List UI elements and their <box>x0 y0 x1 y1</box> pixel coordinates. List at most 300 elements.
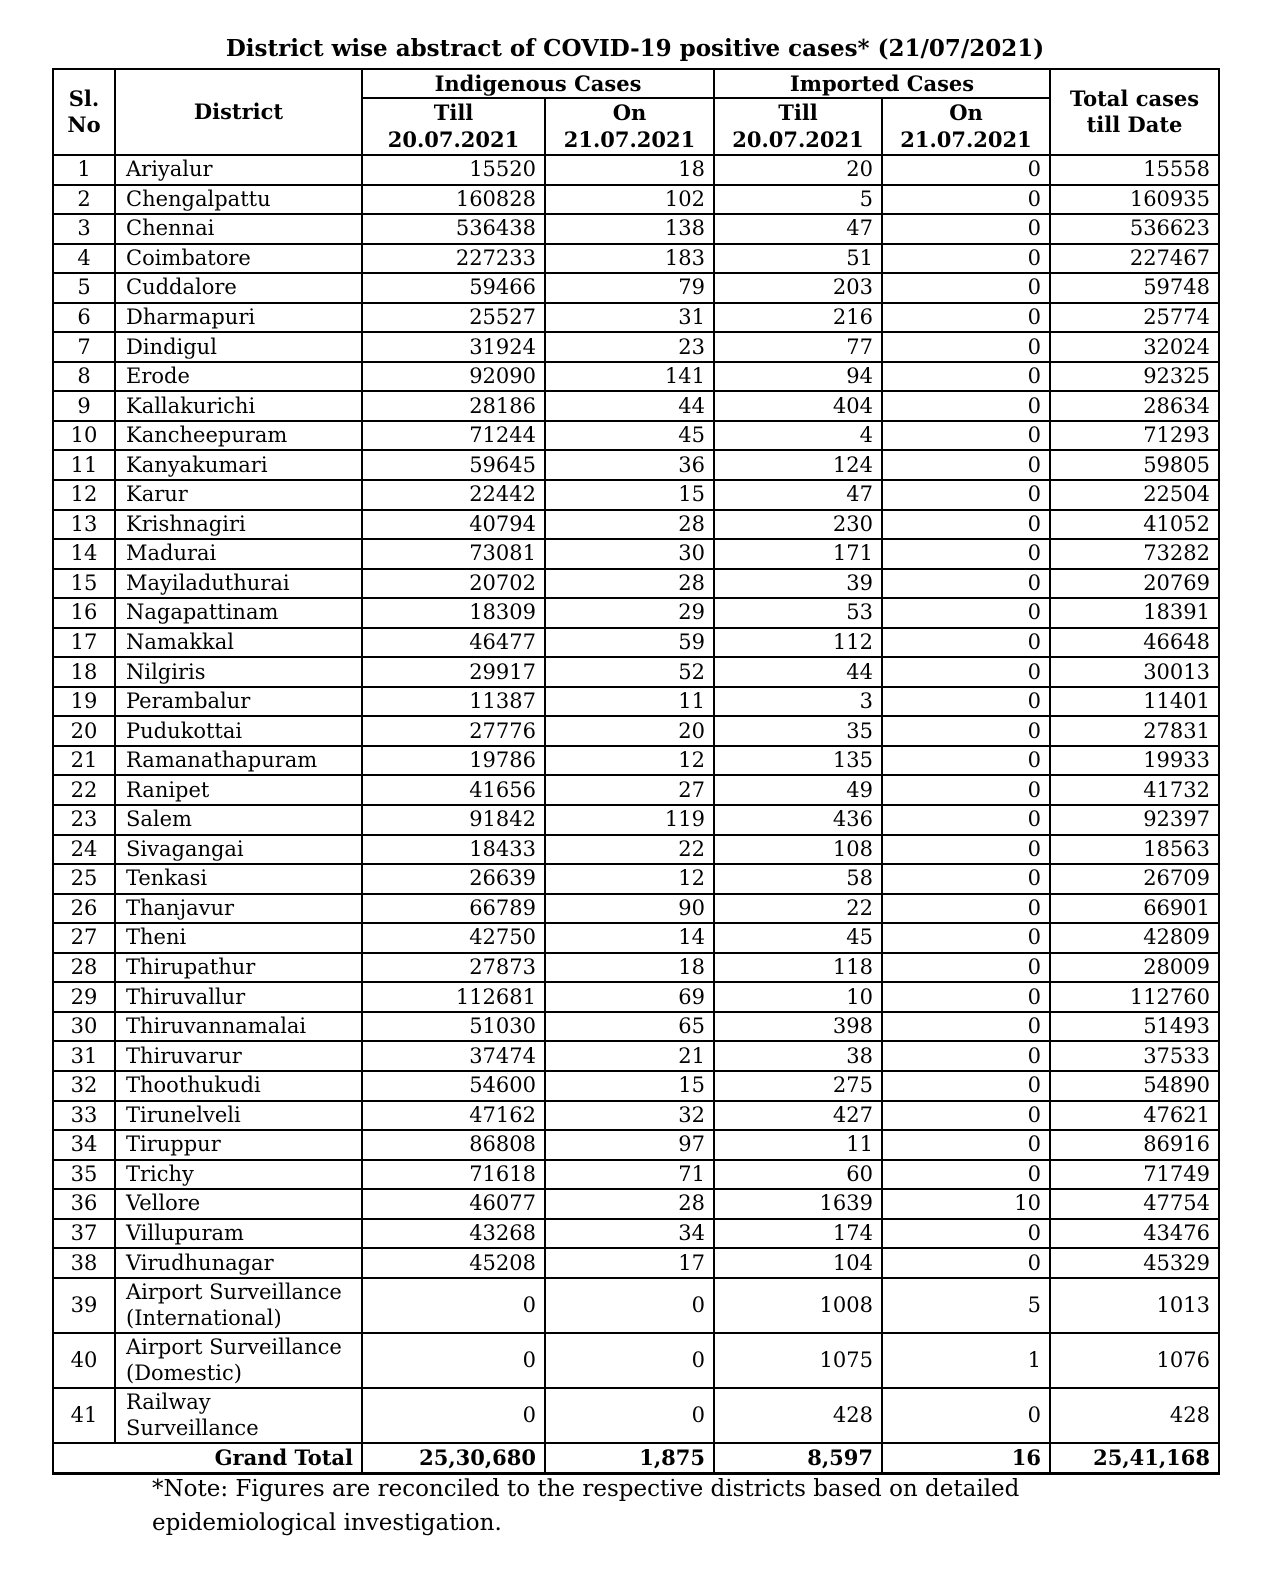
indigenous-till-cell: 51030 <box>362 1012 545 1042</box>
indigenous-till-label: Till <box>362 98 545 126</box>
sl-cell: 11 <box>53 450 115 480</box>
imported-till-cell: 203 <box>714 273 882 303</box>
table-row <box>53 953 1219 983</box>
indigenous-till-cell: 46077 <box>362 1189 545 1219</box>
total-cell: 71749 <box>1050 1160 1219 1190</box>
table-row <box>53 1160 1219 1190</box>
imported-till-cell: 10 <box>714 982 882 1012</box>
total-cell: 45329 <box>1050 1248 1219 1278</box>
total-cell: 22504 <box>1050 480 1219 510</box>
sl-cell: 18 <box>53 657 115 687</box>
total-cell: 51493 <box>1050 1012 1219 1042</box>
imported-till-label: Till <box>714 98 882 126</box>
indigenous-till-cell: 536438 <box>362 214 545 244</box>
table-row <box>53 362 1219 392</box>
total-cell: 71293 <box>1050 421 1219 451</box>
sl-cell: 22 <box>53 775 115 805</box>
indigenous-till-cell: 11387 <box>362 687 545 717</box>
indigenous-cases-header: Indigenous Cases <box>362 69 714 98</box>
indigenous-till-cell: 54600 <box>362 1071 545 1101</box>
district-cell: Cuddalore <box>115 273 362 303</box>
district-cell: Trichy <box>115 1160 362 1190</box>
table-row <box>53 450 1219 480</box>
total-cell: 47621 <box>1050 1101 1219 1131</box>
indigenous-on-cell: 59 <box>545 628 714 658</box>
indigenous-on-cell: 102 <box>545 185 714 215</box>
total-cell: 73282 <box>1050 539 1219 569</box>
imported-on-cell: 0 <box>882 185 1050 215</box>
imported-till-cell: 124 <box>714 450 882 480</box>
district-cell: Pudukottai <box>115 716 362 746</box>
indigenous-till-cell: 43268 <box>362 1219 545 1249</box>
sl-cell: 1 <box>53 155 115 185</box>
table-row <box>53 1071 1219 1101</box>
indigenous-till-cell: 41656 <box>362 775 545 805</box>
total-cell: 160935 <box>1050 185 1219 215</box>
table-row <box>53 1101 1219 1131</box>
table-row <box>53 657 1219 687</box>
indigenous-till-cell: 15520 <box>362 155 545 185</box>
imported-on-cell: 0 <box>882 332 1050 362</box>
imported-till-cell: 77 <box>714 332 882 362</box>
imported-on-cell: 0 <box>882 1012 1050 1042</box>
total-cases-header: Total cases till Date <box>1050 69 1219 155</box>
imported-on-cell: 0 <box>882 982 1050 1012</box>
sl-cell: 7 <box>53 332 115 362</box>
indigenous-on-date: 21.07.2021 <box>545 126 714 155</box>
indigenous-till-cell: 27873 <box>362 953 545 983</box>
indigenous-on-cell: 0 <box>545 1278 714 1333</box>
imported-on-cell: 0 <box>882 1101 1050 1131</box>
district-cell: Karur <box>115 480 362 510</box>
imported-till-cell: 1008 <box>714 1278 882 1333</box>
indigenous-on-cell: 0 <box>545 1388 714 1443</box>
indigenous-till-cell: 25527 <box>362 303 545 333</box>
indigenous-till-cell: 71618 <box>362 1160 545 1190</box>
table-row <box>53 1388 1219 1443</box>
sl-cell: 15 <box>53 569 115 599</box>
district-cell: Kallakurichi <box>115 391 362 421</box>
indigenous-on-cell: 29 <box>545 598 714 628</box>
imported-on-cell: 0 <box>882 716 1050 746</box>
district-cell: Coimbatore <box>115 244 362 274</box>
imported-till-cell: 3 <box>714 687 882 717</box>
sl-cell: 20 <box>53 716 115 746</box>
indigenous-till-cell: 73081 <box>362 539 545 569</box>
table-row <box>53 303 1219 333</box>
indigenous-till-cell: 66789 <box>362 894 545 924</box>
grand-total-imported-till: 8,597 <box>714 1443 882 1474</box>
sl-no-header: Sl. No <box>53 69 115 155</box>
sl-cell: 30 <box>53 1012 115 1042</box>
district-cell: Krishnagiri <box>115 510 362 540</box>
table-row <box>53 1130 1219 1160</box>
district-name-line: Railway <box>126 1390 211 1415</box>
total-cell: 11401 <box>1050 687 1219 717</box>
indigenous-on-cell: 183 <box>545 244 714 274</box>
indigenous-on-cell: 31 <box>545 303 714 333</box>
district-cell: Sivagangai <box>115 835 362 865</box>
total-cell: 18563 <box>1050 835 1219 865</box>
district-cell <box>115 1278 362 1333</box>
table-row <box>53 1248 1219 1278</box>
table-row <box>53 185 1219 215</box>
indigenous-till-cell: 28186 <box>362 391 545 421</box>
imported-on-cell: 0 <box>882 923 1050 953</box>
imported-on-cell: 0 <box>882 1130 1050 1160</box>
total-cell: 28009 <box>1050 953 1219 983</box>
sl-cell: 3 <box>53 214 115 244</box>
indigenous-on-cell: 22 <box>545 835 714 865</box>
imported-on-cell: 0 <box>882 391 1050 421</box>
sl-cell: 35 <box>53 1160 115 1190</box>
total-cell: 1013 <box>1050 1278 1219 1333</box>
imported-till-cell: 47 <box>714 480 882 510</box>
sl-cell: 6 <box>53 303 115 333</box>
sl-cell: 31 <box>53 1041 115 1071</box>
indigenous-on-cell: 32 <box>545 1101 714 1131</box>
imported-till-cell: 49 <box>714 775 882 805</box>
imported-on-cell: 0 <box>882 805 1050 835</box>
indigenous-till-cell: 20702 <box>362 569 545 599</box>
sl-cell: 17 <box>53 628 115 658</box>
sl-cell: 9 <box>53 391 115 421</box>
imported-on-cell: 0 <box>882 155 1050 185</box>
indigenous-till-date: 20.07.2021 <box>362 126 545 155</box>
indigenous-till-cell: 0 <box>362 1333 545 1388</box>
district-name-line: (Domestic) <box>126 1361 242 1386</box>
district-cell: Nilgiris <box>115 657 362 687</box>
footnote: *Note: Figures are reconciled to the respective districts based on detailed epidemiological investigation. <box>152 1476 1020 1536</box>
indigenous-on-cell: 15 <box>545 1071 714 1101</box>
imported-till-cell: 1639 <box>714 1189 882 1219</box>
total-cell: 32024 <box>1050 332 1219 362</box>
imported-on-cell: 0 <box>882 657 1050 687</box>
district-cell: Thiruvallur <box>115 982 362 1012</box>
district-cell: Thiruvarur <box>115 1041 362 1071</box>
imported-on-cell: 0 <box>882 1219 1050 1249</box>
imported-till-cell: 11 <box>714 1130 882 1160</box>
district-name-line: Airport Surveillance <box>126 1335 342 1360</box>
district-cell: Ramanathapuram <box>115 746 362 776</box>
imported-till-cell: 38 <box>714 1041 882 1071</box>
indigenous-on-cell: 119 <box>545 805 714 835</box>
indigenous-till-cell: 92090 <box>362 362 545 392</box>
total-cell: 19933 <box>1050 746 1219 776</box>
imported-till-cell: 22 <box>714 894 882 924</box>
district-cell: Perambalur <box>115 687 362 717</box>
grand-total-cases: 25,41,168 <box>1050 1443 1219 1474</box>
indigenous-on-cell: 23 <box>545 332 714 362</box>
imported-till-cell: 171 <box>714 539 882 569</box>
indigenous-till-cell: 0 <box>362 1278 545 1333</box>
district-cell: Chengalpattu <box>115 185 362 215</box>
indigenous-on-cell: 69 <box>545 982 714 1012</box>
table-row <box>53 716 1219 746</box>
imported-till-cell: 104 <box>714 1248 882 1278</box>
imported-on-cell: 0 <box>882 746 1050 776</box>
indigenous-till-cell: 86808 <box>362 1130 545 1160</box>
imported-till-cell: 44 <box>714 657 882 687</box>
district-cell: Tiruppur <box>115 1130 362 1160</box>
imported-till-cell: 51 <box>714 244 882 274</box>
table-row <box>53 628 1219 658</box>
imported-till-cell: 427 <box>714 1101 882 1131</box>
imported-till-cell: 45 <box>714 923 882 953</box>
district-cell: Thanjavur <box>115 894 362 924</box>
indigenous-on-cell: 141 <box>545 362 714 392</box>
indigenous-on-cell: 18 <box>545 953 714 983</box>
indigenous-on-cell: 12 <box>545 746 714 776</box>
indigenous-till-cell: 19786 <box>362 746 545 776</box>
district-cell: Virudhunagar <box>115 1248 362 1278</box>
imported-on-cell: 0 <box>882 628 1050 658</box>
imported-on-cell: 0 <box>882 244 1050 274</box>
district-cell: Thirupathur <box>115 953 362 983</box>
total-cell: 1076 <box>1050 1333 1219 1388</box>
grand-total-imported-on: 16 <box>882 1443 1050 1474</box>
indigenous-till-cell: 160828 <box>362 185 545 215</box>
imported-till-cell: 20 <box>714 155 882 185</box>
sl-cell: 10 <box>53 421 115 451</box>
table-row <box>53 1041 1219 1071</box>
imported-till-cell: 230 <box>714 510 882 540</box>
imported-on-date: 21.07.2021 <box>882 126 1050 155</box>
total-cell: 227467 <box>1050 244 1219 274</box>
indigenous-till-cell: 18433 <box>362 835 545 865</box>
sl-cell: 33 <box>53 1101 115 1131</box>
indigenous-till-cell: 227233 <box>362 244 545 274</box>
imported-on-cell: 0 <box>882 894 1050 924</box>
table-row <box>53 775 1219 805</box>
indigenous-on-cell: 52 <box>545 657 714 687</box>
district-cell: Tirunelveli <box>115 1101 362 1131</box>
district-cell: Vellore <box>115 1189 362 1219</box>
table-row <box>53 480 1219 510</box>
sl-cell: 26 <box>53 894 115 924</box>
sl-cell: 4 <box>53 244 115 274</box>
district-cell: Dharmapuri <box>115 303 362 333</box>
indigenous-till-cell: 29917 <box>362 657 545 687</box>
district-cell: Erode <box>115 362 362 392</box>
indigenous-on-cell: 12 <box>545 864 714 894</box>
indigenous-on-cell: 15 <box>545 480 714 510</box>
table-row <box>53 332 1219 362</box>
table-row <box>53 421 1219 451</box>
district-cell: Kanyakumari <box>115 450 362 480</box>
sl-cell: 41 <box>53 1388 115 1443</box>
imported-on-cell: 10 <box>882 1189 1050 1219</box>
district-cell <box>115 1388 362 1443</box>
imported-till-cell: 118 <box>714 953 882 983</box>
table-row <box>53 273 1219 303</box>
district-cell: Kancheepuram <box>115 421 362 451</box>
imported-on-cell: 0 <box>882 510 1050 540</box>
table-row <box>53 539 1219 569</box>
sl-cell: 34 <box>53 1130 115 1160</box>
sl-cell: 14 <box>53 539 115 569</box>
total-cell: 112760 <box>1050 982 1219 1012</box>
total-cell: 25774 <box>1050 303 1219 333</box>
sl-cell: 5 <box>53 273 115 303</box>
indigenous-on-cell: 71 <box>545 1160 714 1190</box>
sl-cell: 32 <box>53 1071 115 1101</box>
imported-till-cell: 5 <box>714 185 882 215</box>
district-cases-table <box>52 68 1220 1475</box>
indigenous-till-cell: 71244 <box>362 421 545 451</box>
imported-on-cell: 1 <box>882 1333 1050 1388</box>
indigenous-on-cell: 90 <box>545 894 714 924</box>
sl-cell: 21 <box>53 746 115 776</box>
sl-cell: 23 <box>53 805 115 835</box>
indigenous-on-cell: 14 <box>545 923 714 953</box>
indigenous-on-label: On <box>545 98 714 126</box>
imported-till-cell: 94 <box>714 362 882 392</box>
sl-cell: 16 <box>53 598 115 628</box>
indigenous-till-cell: 18309 <box>362 598 545 628</box>
sl-cell: 27 <box>53 923 115 953</box>
page-title: District wise abstract of COVID-19 positive cases* (21/07/2021) <box>225 35 1045 62</box>
total-cell: 66901 <box>1050 894 1219 924</box>
total-cell: 54890 <box>1050 1071 1219 1101</box>
imported-till-cell: 174 <box>714 1219 882 1249</box>
sl-cell: 29 <box>53 982 115 1012</box>
district-cell: Thoothukudi <box>115 1071 362 1101</box>
district-cell: Villupuram <box>115 1219 362 1249</box>
indigenous-till-cell: 31924 <box>362 332 545 362</box>
district-cell: Tenkasi <box>115 864 362 894</box>
indigenous-till-cell: 47162 <box>362 1101 545 1131</box>
sl-cell: 25 <box>53 864 115 894</box>
total-cell: 28634 <box>1050 391 1219 421</box>
imported-till-cell: 4 <box>714 421 882 451</box>
sl-cell: 8 <box>53 362 115 392</box>
imported-on-cell: 0 <box>882 1388 1050 1443</box>
grand-total-indigenous-on: 1,875 <box>545 1443 714 1474</box>
total-cell: 47754 <box>1050 1189 1219 1219</box>
total-cell: 92397 <box>1050 805 1219 835</box>
imported-on-cell: 0 <box>882 569 1050 599</box>
imported-till-cell: 1075 <box>714 1333 882 1388</box>
imported-on-cell: 0 <box>882 1071 1050 1101</box>
imported-on-cell: 0 <box>882 214 1050 244</box>
total-cell: 92325 <box>1050 362 1219 392</box>
imported-till-cell: 58 <box>714 864 882 894</box>
imported-till-cell: 35 <box>714 716 882 746</box>
imported-till-cell: 135 <box>714 746 882 776</box>
indigenous-till-cell: 37474 <box>362 1041 545 1071</box>
table-row <box>53 510 1219 540</box>
table-row <box>53 391 1219 421</box>
table-row <box>53 1012 1219 1042</box>
district-cell: Salem <box>115 805 362 835</box>
district-cell: Mayiladuthurai <box>115 569 362 599</box>
sl-cell: 19 <box>53 687 115 717</box>
indigenous-on-cell: 20 <box>545 716 714 746</box>
district-name-line: Surveillance <box>126 1416 259 1441</box>
imported-on-cell: 0 <box>882 421 1050 451</box>
table-row <box>53 569 1219 599</box>
table-body <box>53 155 1219 1473</box>
sl-cell: 40 <box>53 1333 115 1388</box>
sl-cell: 24 <box>53 835 115 865</box>
total-cell: 41052 <box>1050 510 1219 540</box>
total-cell: 20769 <box>1050 569 1219 599</box>
imported-on-cell: 0 <box>882 273 1050 303</box>
table-row <box>53 835 1219 865</box>
table-row <box>53 1278 1219 1333</box>
district-cell: Ariyalur <box>115 155 362 185</box>
table-row <box>53 244 1219 274</box>
sl-cell: 12 <box>53 480 115 510</box>
table-row <box>53 1219 1219 1249</box>
table-row <box>53 214 1219 244</box>
imported-on-cell: 0 <box>882 539 1050 569</box>
indigenous-on-cell: 44 <box>545 391 714 421</box>
imported-on-cell: 0 <box>882 1160 1050 1190</box>
imported-on-cell: 0 <box>882 598 1050 628</box>
indigenous-till-cell: 45208 <box>362 1248 545 1278</box>
indigenous-on-cell: 138 <box>545 214 714 244</box>
indigenous-on-cell: 28 <box>545 1189 714 1219</box>
indigenous-till-cell: 112681 <box>362 982 545 1012</box>
district-cell: Theni <box>115 923 362 953</box>
total-cell: 43476 <box>1050 1219 1219 1249</box>
imported-till-cell: 47 <box>714 214 882 244</box>
imported-till-cell: 404 <box>714 391 882 421</box>
table-row <box>53 923 1219 953</box>
imported-till-cell: 428 <box>714 1388 882 1443</box>
imported-cases-header: Imported Cases <box>714 69 1050 98</box>
table-row <box>53 155 1219 185</box>
imported-on-cell: 0 <box>882 687 1050 717</box>
table-row <box>53 1189 1219 1219</box>
table-row <box>53 982 1219 1012</box>
imported-till-cell: 112 <box>714 628 882 658</box>
sl-cell: 2 <box>53 185 115 215</box>
indigenous-till-cell: 26639 <box>362 864 545 894</box>
indigenous-on-cell: 17 <box>545 1248 714 1278</box>
imported-on-label: On <box>882 98 1050 126</box>
imported-till-cell: 398 <box>714 1012 882 1042</box>
imported-till-cell: 436 <box>714 805 882 835</box>
imported-on-cell: 0 <box>882 1041 1050 1071</box>
total-cell: 37533 <box>1050 1041 1219 1071</box>
imported-till-cell: 39 <box>714 569 882 599</box>
sl-cell: 13 <box>53 510 115 540</box>
grand-total-indigenous-till: 25,30,680 <box>362 1443 545 1474</box>
indigenous-on-cell: 0 <box>545 1333 714 1388</box>
indigenous-on-cell: 97 <box>545 1130 714 1160</box>
table-row <box>53 598 1219 628</box>
table-row <box>53 746 1219 776</box>
district-cell: Madurai <box>115 539 362 569</box>
imported-till-cell: 216 <box>714 303 882 333</box>
imported-on-cell: 0 <box>882 835 1050 865</box>
imported-on-cell: 0 <box>882 864 1050 894</box>
sl-cell: 28 <box>53 953 115 983</box>
imported-on-cell: 0 <box>882 480 1050 510</box>
total-cell: 59748 <box>1050 273 1219 303</box>
table-row <box>53 687 1219 717</box>
table-row <box>53 805 1219 835</box>
total-cell: 59805 <box>1050 450 1219 480</box>
grand-total-label: Grand Total <box>53 1443 362 1474</box>
indigenous-on-cell: 79 <box>545 273 714 303</box>
indigenous-on-cell: 18 <box>545 155 714 185</box>
imported-till-cell: 60 <box>714 1160 882 1190</box>
district-cell: Ranipet <box>115 775 362 805</box>
